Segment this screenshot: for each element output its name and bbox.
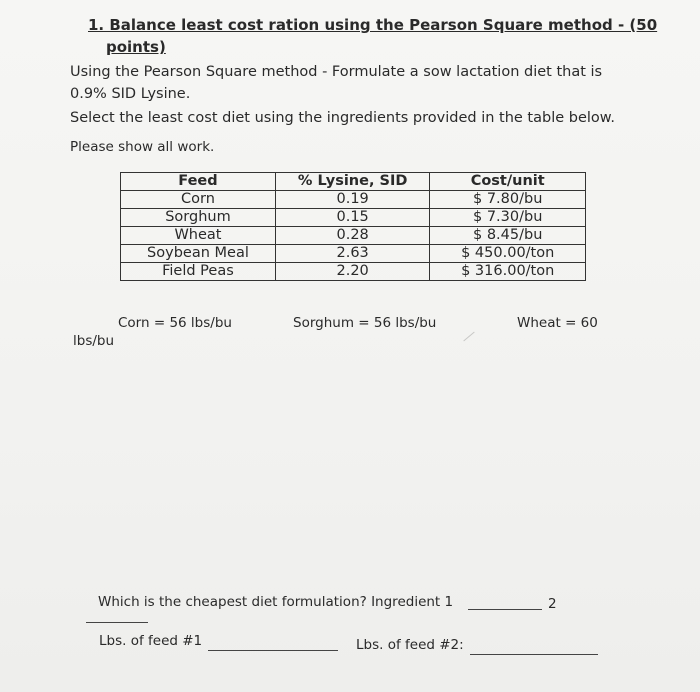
lbs-feed2-label: Lbs. of feed #2: [356, 637, 464, 653]
feed-cell: Corn [121, 191, 276, 209]
cost-cell: $ 8.45/bu [430, 227, 586, 245]
ingredient1-blank[interactable] [468, 609, 542, 610]
header-feed: Feed [121, 173, 276, 191]
prompt-line1: Using the Pearson Square method - Formulate a sow lactation diet that is [70, 64, 603, 80]
feed-table [120, 172, 586, 281]
cost-cell: $ 316.00/ton [430, 263, 586, 281]
question-title-line2: points) [106, 38, 166, 56]
feed-cell: Sorghum [121, 209, 276, 227]
prompt-line2: 0.9% SID Lysine. [70, 86, 191, 102]
ingredient2-blank[interactable] [86, 622, 148, 623]
header-lysine: % Lysine, SID [275, 173, 430, 191]
header-cost: Cost/unit [430, 173, 586, 191]
lbs-feed2-blank[interactable] [470, 654, 598, 655]
table-row [121, 227, 586, 245]
wheat-weight-unit: lbs/bu [73, 333, 115, 349]
pencil-mark [463, 332, 474, 342]
table-row [121, 245, 586, 263]
cost-cell: $ 7.80/bu [430, 191, 586, 209]
lysine-cell: 2.63 [275, 245, 430, 263]
lysine-cell: 2.20 [275, 263, 430, 281]
lbs-feed1-blank[interactable] [208, 650, 338, 651]
question-title-line1: 1. Balance least cost ration using the Pearson Square method - (50 [88, 16, 658, 34]
sorghum-weight: Sorghum = 56 lbs/bu [293, 315, 437, 331]
work-note: Please show all work. [70, 139, 215, 155]
instruction-text: Select the least cost diet using the ingredients provided in the table below. [70, 110, 615, 126]
feed-cell: Wheat [121, 227, 276, 245]
table-row [121, 263, 586, 281]
wheat-weight: Wheat = 60 [517, 315, 598, 331]
cost-cell: $ 7.30/bu [430, 209, 586, 227]
cheapest-question: Which is the cheapest diet formulation? Ingredient 1 [98, 594, 454, 610]
table-row [121, 209, 586, 227]
cost-cell: $ 450.00/ton [430, 245, 586, 263]
ingredient2-label: 2 [548, 596, 557, 612]
feed-cell: Field Peas [121, 263, 276, 281]
lysine-cell: 0.28 [275, 227, 430, 245]
lysine-cell: 0.19 [275, 191, 430, 209]
lbs-feed1-label: Lbs. of feed #1 [99, 633, 203, 649]
feed-cell: Soybean Meal [121, 245, 276, 263]
table-header-row [121, 173, 586, 191]
lysine-cell: 0.15 [275, 209, 430, 227]
corn-weight: Corn = 56 lbs/bu [118, 315, 232, 331]
table-row [121, 191, 586, 209]
